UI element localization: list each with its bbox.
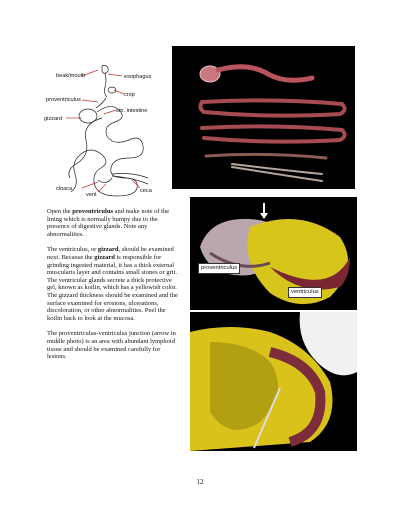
label-ventriculus: ventriculus <box>288 287 322 298</box>
junction-arrow-icon <box>260 213 268 219</box>
diagram-label-ceca: ceca <box>140 188 152 194</box>
photo-koilin-peeled <box>190 312 357 451</box>
paragraph-gizzard <box>47 246 180 322</box>
diagram-label-crop: crop <box>124 92 135 98</box>
paragraph-junction: The proventriculus-ventriculus junction (arrow in middle photo) is an area with abundant lymphoid tissue and should be examined carefully for lesions. <box>47 330 176 361</box>
diagram-label-proventriculus: proventriculus <box>46 97 81 103</box>
p1-text-1: Open the <box>47 208 73 215</box>
diagram-label-gizzard: gizzard <box>44 116 63 122</box>
diagram-drawing <box>42 62 172 197</box>
p2-bold-gizzard-2: gizzard <box>94 253 115 261</box>
diagram-label-beak: beak/mouth <box>56 73 86 79</box>
p2-text-2: , should be examined next. Because the <box>47 246 174 261</box>
diagram-label-esophagus: esophagus <box>124 74 152 80</box>
p2-bold-gizzard-1: gizzard <box>97 246 119 254</box>
mucosa-photo-art <box>190 312 357 451</box>
tract-photo-art <box>172 46 355 189</box>
digestive-tract-diagram <box>42 62 172 197</box>
p1-text-2: and make note of the lining which is normally bumpy due to the presence of digestive glands. Note any abnormalities. <box>47 208 170 238</box>
body-text <box>47 208 180 369</box>
page-number: 12 <box>196 478 204 486</box>
beak-shape <box>102 65 108 73</box>
p2-text-1: The ventriculus, or <box>47 246 98 254</box>
paragraph-proventriculus <box>47 208 180 238</box>
diagram-label-vent: vent <box>86 192 97 197</box>
gizzard-photo-art <box>190 197 357 310</box>
label-proventriculus: proventriculus <box>198 263 240 274</box>
p1-bold-proventriculus: proventriculus <box>72 208 113 215</box>
photo-digestive-tract <box>172 46 355 189</box>
diagram-label-cloaca: cloaca <box>56 186 73 192</box>
photo-opened-gizzard <box>190 197 357 310</box>
p2-text-3: is responsible for grinding ingested material, it has a thick external muscularis layer and contains small stones or grit. The ventricular glands secrete a thick protective gel, known as koilin, which has a yellowish color. The gizzard thickness should be examined and the surface examined for erosions, ulcerations, discoloration, or other abnormalities. Peel the koilin back to look at the mucosa. <box>47 253 178 322</box>
diagram-label-intestine: sm. intestine <box>116 108 148 114</box>
